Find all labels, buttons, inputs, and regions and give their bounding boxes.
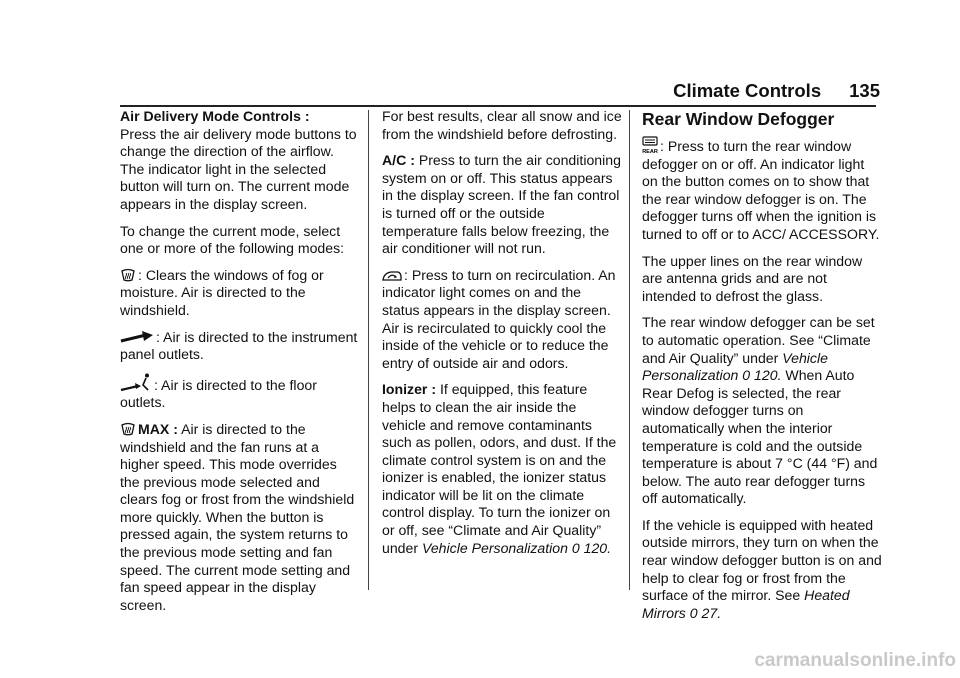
- section-heading-rear-defogger: Rear Window Defogger: [642, 109, 835, 129]
- ac-label: A/C :: [382, 152, 415, 169]
- section-title: Climate Controls: [673, 80, 822, 101]
- paragraph-recirc: [382, 267, 622, 373]
- page-header: [660, 80, 880, 102]
- max-label: MAX :: [138, 420, 178, 437]
- windshield-defrost-icon: [120, 267, 136, 283]
- air-delivery-text: Press the air delivery mode buttons to change the direction of the airflow. The indicator light in the selected button will turn on. The current mode appears in the display screen.: [120, 125, 357, 212]
- floor-text: : Air is directed to the floor outlets.: [120, 376, 317, 411]
- column-divider-1: [368, 110, 369, 590]
- ionizer-reference-page: 0 120.: [571, 539, 612, 556]
- header-rule: [120, 105, 876, 107]
- auto-defog-text-b: When Auto Rear Defog is selected, the rear window defogger turns on automatically when the interior temperature is cold and the outside temperature is about 7 °C (44 °F) and below. The auto rear defogger turns off automatically.: [642, 367, 878, 507]
- column-1: [120, 108, 360, 623]
- rear-icon-text: REAR: [642, 149, 658, 154]
- paragraph-ionizer: [382, 381, 622, 557]
- paragraph-antenna: The upper lines on the rear window are antenna grids and are not intended to defrost the glass.: [642, 252, 863, 304]
- max-text: Air is directed to the windshield and the fan runs at a higher speed. This mode overrides the previous mode selected and clears fog or frost from the windshield more quickly. When the button is pressed again, the system returns to the previous mode setting and fan speed. The current mode setting and fan speed appear in the display screen.: [120, 420, 355, 613]
- paragraph-air-delivery: [120, 108, 360, 214]
- page-number: 135: [849, 80, 880, 101]
- recirc-text: : Press to turn on recirculation. An indicator light comes on and the status appears in the display screen. Air is recirculated to quickly cool the inside of the vehicle or to reduce the entry of outside air and odors.: [382, 266, 616, 371]
- paragraph-heated-mirrors: [642, 517, 882, 623]
- panel-text: : Air is directed to the instrument panel outlets.: [120, 328, 358, 363]
- column-divider-2: [629, 110, 630, 590]
- max-defrost-icon: [120, 421, 136, 437]
- paragraph-best-results: For best results, clear all snow and ice from the windshield before defrosting.: [382, 108, 622, 142]
- ac-text: Press to turn the air conditioning system on or off. This status appears in the display screen. If the fan control is turned off or the outside temperature falls below freezing, the air conditioner will not run.: [382, 152, 621, 257]
- paragraph-panel: [120, 329, 360, 364]
- defrost-text: : Clears the windows of fog or moisture. Air is directed to the windshield.: [120, 266, 324, 318]
- ionizer-text: If equipped, this feature helps to clean the air inside the vehicle and remove contaminants such as pollen, odors, and dust. If the climate control system is on and the ionizer is enabled, the ionizer status indicator will be lit on the climate control display. To turn the ionizer on or off, see “Climate and Air Quality” under: [382, 381, 617, 556]
- paragraph-change-mode: To change the current mode, select one or more of the following modes:: [120, 222, 345, 257]
- heated-mirrors-reference-page: 0 27.: [689, 604, 722, 621]
- rear-button-text: : Press to turn the rear window defogger on or off. An indicator light on the button comes on to show that the rear window defogger is on. The defogger turns off when the ignition is turned to off or to ACC/ ACCESSORY.: [642, 138, 880, 242]
- column-3: [642, 108, 882, 631]
- ionizer-label: Ionizer :: [382, 381, 437, 398]
- auto-defog-text-a: The rear window defogger can be set to automatic operation. See “Climate and Air Quality” under: [642, 314, 875, 366]
- rear-defog-icon: [642, 136, 658, 154]
- ionizer-reference-link[interactable]: Vehicle Personalization: [421, 539, 568, 556]
- floor-vent-icon: [120, 373, 152, 393]
- panel-vent-icon: [120, 329, 154, 345]
- paragraph-ac: [382, 152, 622, 258]
- heated-mirrors-text: If the vehicle is equipped with heated outside mirrors, they turn on when the rear window defogger button is on and help to clear fog or frost from the surface of the mirror. See: [642, 516, 882, 604]
- recirculation-icon: [382, 269, 402, 283]
- heated-mirrors-reference-link[interactable]: Heated Mirrors: [642, 587, 850, 621]
- paragraph-floor: [120, 373, 360, 412]
- auto-defog-reference-page: 0 120.: [742, 367, 782, 384]
- watermark: carmanualsonline.info: [754, 650, 956, 671]
- column-2: [382, 108, 622, 566]
- paragraph-defrost: [120, 267, 360, 320]
- air-delivery-label: Air Delivery Mode Controls :: [120, 108, 310, 124]
- auto-defog-reference-link[interactable]: Vehicle Personalization: [642, 349, 828, 384]
- paragraph-rear-button: [642, 136, 882, 244]
- paragraph-max: [120, 421, 360, 615]
- paragraph-auto-defog: [642, 314, 882, 508]
